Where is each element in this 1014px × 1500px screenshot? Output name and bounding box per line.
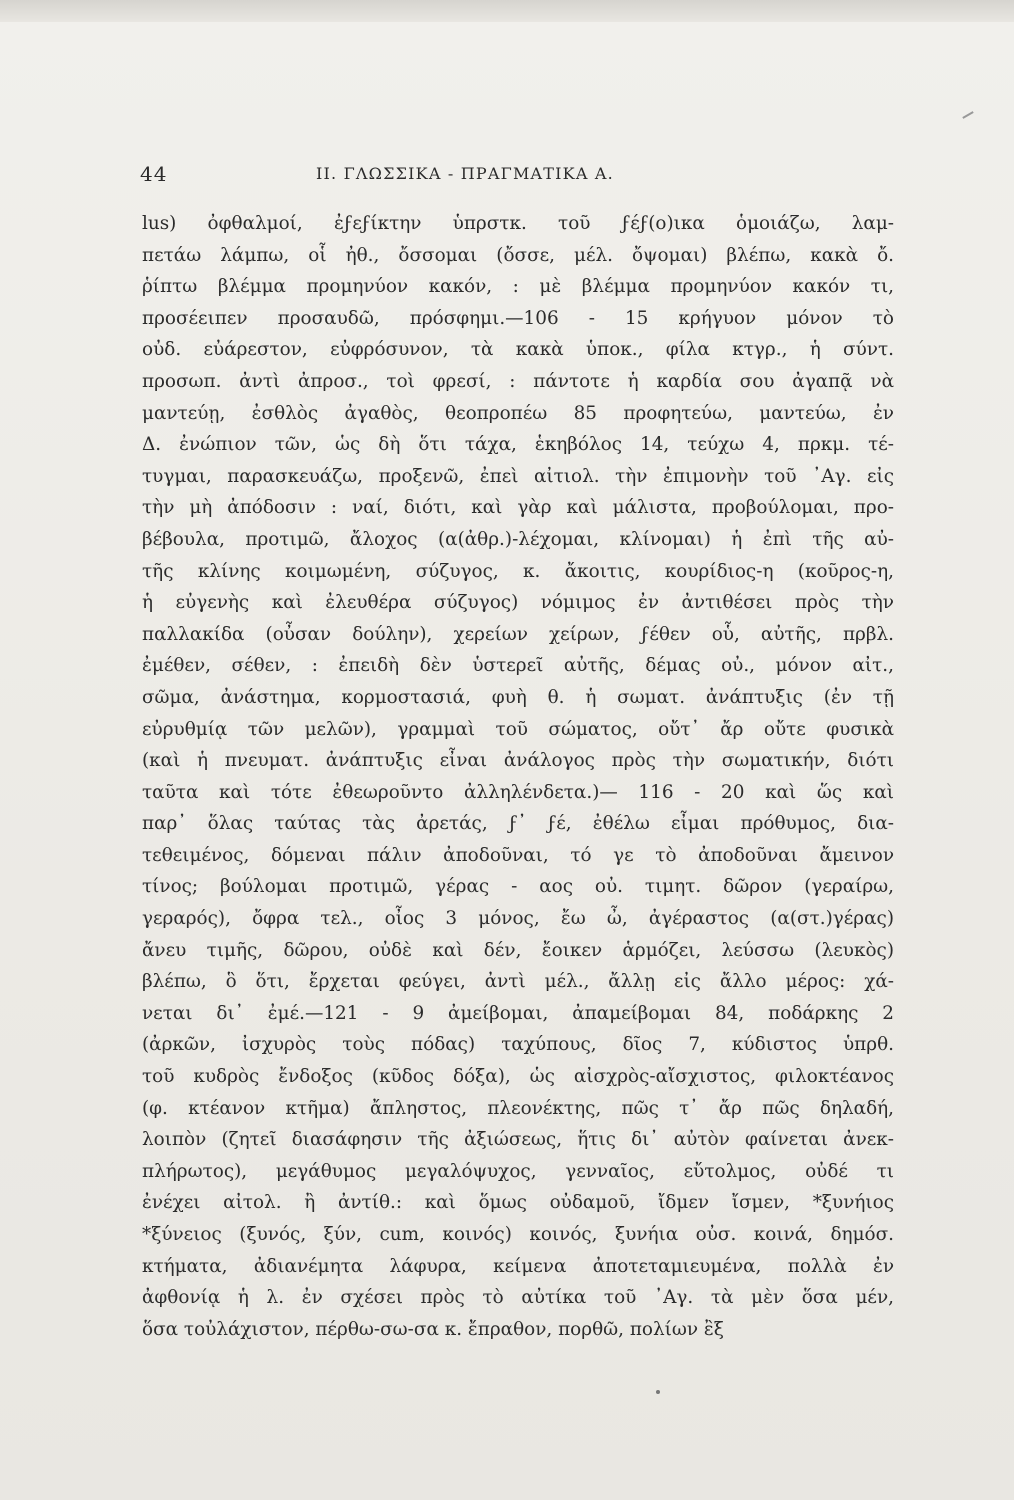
running-head: ΙΙ. ΓΛΩΣΣΙΚΑ - ΠΡΑΓΜΑΤΙΚΑ Α.	[316, 164, 614, 183]
text-line: ταῦτα καὶ τότε ἐθεωροῦντο ἀλληλένδετα.)— 116 - 20 καὶ ὥς καὶ	[142, 781, 894, 803]
body-text	[142, 208, 894, 1345]
text-line: ἀφθονίᾳ ἡ λ. ἐν σχέσει πρὸς τὸ αὐτίκα τοῦ ᾿Αγ. τὰ μὲν ὅσα μέν,	[142, 1287, 894, 1309]
text-line: παρ᾿ ὅλας ταύτας τὰς ἀρετάς, ϝ᾿ ϝέ, ἐθέλω εἶμαι πρόθυμος, δια-	[142, 813, 894, 835]
text-line: προσέειπεν προσαυδῶ, πρόσφημι.—106 - 15 κρήγυον μόνον τὸ	[142, 307, 894, 329]
text-line: Δ. ἐνώπιον τῶν, ὡς δὴ ὅτι τάχα, ἑκηβόλος 14, τεύχω 4, πρκμ. τέ-	[142, 434, 894, 456]
text-line: πετάω λάμπω, οἷ ἠθ., ὄσσομαι (ὄσσε, μέλ. ὄψομαι) βλέπω, κακὰ ὄ.	[142, 244, 894, 266]
text-line: ῥίπτω βλέμμα προμηνύον κακόν, : μὲ βλέμμα προμηνύον κακόν τι,	[142, 276, 894, 298]
text-line: σῶμα, ἀνάστημα, κορμοστασιά, φυὴ θ. ἡ σωματ. ἀνάπτυξις (ἐν τῇ	[142, 686, 894, 708]
text-line: ὅσα τοὐλάχιστον, πέρθω-σω-σα κ. ἔπραθον, πορθῶ, πολίων ἒξ	[142, 1318, 724, 1340]
text-line: γεραρός), ὄφρα τελ., οἶος 3 μόνος, ἔω ὦ, ἀγέραστος (α(στ.)γέρας)	[142, 908, 894, 930]
text-line: *ξύνειος (ξυνός, ξύν, cum, κοινός) κοινός, ξυνήια οὐσ. κοινά, δημόσ.	[142, 1224, 894, 1245]
text-line: lus) ὀφθαλμοί, ἐϝεϝίκτην ὑπρστκ. τοῦ ϝέϝ(ο)ικα ὁμοιάζω, λαμ-	[142, 213, 894, 234]
text-line: βλέπω, ὃ ὅτι, ἔρχεται φεύγει, ἀντὶ μέλ., ἄλλῃ εἰς ἄλλο μέρος: χά-	[142, 971, 894, 993]
page-header	[140, 162, 900, 192]
text-line: ἡ εὐγενὴς καὶ ἐλευθέρα σύζυγος) νόμιμος ἐν ἀντιθέσει πρὸς τὴν	[142, 592, 894, 614]
text-line: προσωπ. ἀντὶ ἀπροσ., τοὶ φρεσί, : πάντοτε ἡ καρδία σου ἀγαπᾷ νὰ	[142, 370, 894, 392]
text-line: ἐνέχει αἰτολ. ἢ ἀντίθ.: καὶ ὅμως οὐδαμοῦ, ἴδμεν ἴσμεν, *ξυνήιος	[142, 1192, 894, 1214]
text-line: τίνος; βούλομαι προτιμῶ, γέρας - αος οὐ. τιμητ. δῶρον (γεραίρω,	[142, 876, 894, 898]
margin-mark	[962, 111, 973, 119]
text-line: τοῦ κυδρὸς ἔνδοξος (κῦδος δόξα), ὡς αἰσχρὸς-αἴσχιστος, φιλοκτέανος	[142, 1066, 894, 1088]
page-number: 44	[140, 162, 168, 186]
text-line: (φ. κτέανον κτῆμα) ἄπληστος, πλεονέκτης, πῶς τ᾿ ἄρ πῶς δηλαδή,	[142, 1097, 894, 1119]
text-line: εὐρυθμίᾳ τῶν μελῶν), γραμμαὶ τοῦ σώματος, οὔτ᾿ ἄρ οὔτε φυσικὰ	[142, 718, 894, 740]
text-line: οὐδ. εὐάρεστον, εὐφρόσυνον, τὰ κακὰ ὑποκ., φίλα κτγρ., ἡ σύντ.	[142, 339, 894, 361]
text-line: πλήρωτος), μεγάθυμος μεγαλόψυχος, γενναῖος, εὔτολμος, οὐδέ τι	[142, 1160, 894, 1182]
text-line: τῆς κλίνης κοιμωμένη, σύζυγος, κ. ἄκοιτις, κουρίδιος-η (κοῦρος-η,	[142, 560, 894, 582]
text-line: τεθειμένος, δόμεναι πάλιν ἀποδοῦναι, τό γε τὸ ἀποδοῦναι ἄμεινον	[142, 844, 894, 866]
text-line: ἄνευ τιμῆς, δῶρου, οὐδὲ καὶ δέν, ἔοικεν ἁρμόζει, λεύσσω (λευκὸς)	[142, 939, 894, 961]
text-line: ἐμέθεν, σέθεν, : ἐπειδὴ δὲν ὑστερεῖ αὐτῆς, δέμας οὐ., μόνον αἰτ.,	[142, 655, 894, 677]
text-line: τὴν μὴ ἀπόδοσιν : ναί, διότι, καὶ γὰρ καὶ μάλιστα, προβούλομαι, προ-	[142, 497, 894, 519]
text-line: λοιπὸν (ζητεῖ διασάφησιν τῆς ἀξιώσεως, ἥτις δι᾿ αὐτὸν φαίνεται ἀνεκ-	[142, 1129, 894, 1151]
text-line: βέβουλα, προτιμῶ, ἄλοχος (α(ἀθρ.)-λέχομαι, κλίνομαι) ἡ ἐπὶ τῆς αὐ-	[142, 528, 894, 550]
text-line: τυγμαι, παρασκευάζω, προξενῶ, ἐπεὶ αἰτιολ. τὴν ἐπιμονὴν τοῦ ᾿Αγ. εἰς	[142, 465, 894, 487]
text-line: (καὶ ἡ πνευματ. ἀνάπτυξις εἶναι ἀνάλογος πρὸς τὴν σωματικήν, διότι	[142, 750, 894, 772]
page-top-edge	[0, 0, 1014, 22]
text-line: νεται δι᾿ ἐμέ.—121 - 9 ἀμείβομαι, ἀπαμείβομαι 84, ποδάρκης 2	[142, 1002, 894, 1024]
text-line: κτήματα, ἀδιανέμητα λάφυρα, κείμενα ἀποτεταμιευμένα, πολλὰ ἐν	[142, 1255, 894, 1277]
text-line: μαντεύῃ, ἐσθλὸς ἀγαθὸς, θεοπροπέω 85 προφητεύω, μαντεύω, ἐν	[142, 402, 894, 424]
text-line: παλλακίδα (οὖσαν δούλην), χερείων χείρων, ϝέθεν οὗ, αὐτῆς, πρβλ.	[142, 623, 894, 645]
ink-speck	[656, 1390, 660, 1394]
text-line: (ἀρκῶν, ἰσχυρὸς τοὺς πόδας) ταχύπους, δῖος 7, κύδιστος ὑπρθ.	[142, 1034, 894, 1056]
